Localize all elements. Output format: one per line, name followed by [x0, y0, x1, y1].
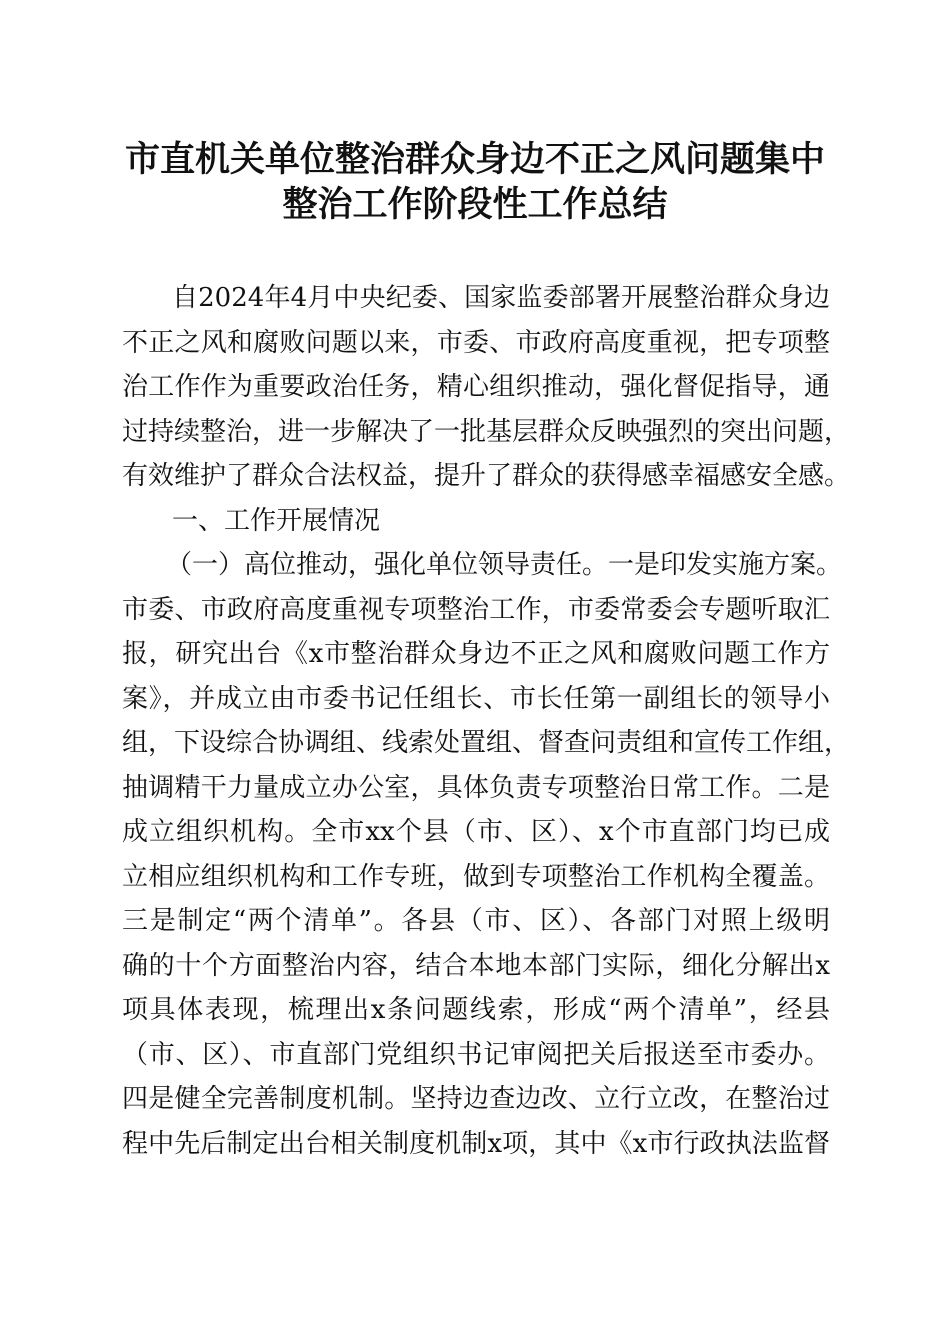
section-line: 项具体表现，梳理出x条问题线索，形成“两个清单”，经县 — [122, 995, 830, 1025]
section-line: 四是健全完善制度机制。坚持边查边改、立行立改，在整治过 — [122, 1084, 830, 1114]
document-body — [122, 276, 851, 1166]
document-title — [110, 137, 840, 227]
intro-line: 治工作作为重要政治任务，精心组织推动，强化督促指导，通 — [122, 372, 830, 402]
section-line: 立相应组织机构和工作专班，做到专项整治工作机构全覆盖。 — [122, 861, 830, 892]
section-line: （一）高位推动，强化单位领导责任。一是印发实施方案。 — [166, 550, 843, 580]
section-line: 组，下设综合协调组、线索处置组、督查问责组和宣传工作组， — [122, 728, 851, 758]
intro-line: 自2024年4月中央纪委、国家监委部署开展整治群众身边 — [172, 283, 830, 313]
section-line: 案》，并成立由市委书记任组长、市长任第一副组长的领导小 — [122, 683, 830, 714]
section-line: 市委、市政府高度重视专项整治工作，市委常委会专题听取汇 — [122, 594, 830, 625]
section-heading: 一、工作开展情况 — [172, 505, 381, 536]
section-line: 抽调精干力量成立办公室，具体负责专项整治日常工作。二是 — [122, 772, 830, 803]
intro-line: 有效维护了群众合法权益，提升了群众的获得感幸福感安全感。 — [122, 461, 851, 491]
section-line: 三是制定“两个清单”。各县（市、区）、各部门对照上级明 — [122, 906, 830, 936]
section-line: （市、区）、市直部门党组织书记审阅把关后报送至市委办。 — [122, 1039, 830, 1070]
section-line: 程中先后制定出台相关制度机制x项，其中《x市行政执法监督 — [122, 1128, 830, 1159]
intro-line: 不正之风和腐败问题以来，市委、市政府高度重视，把专项整 — [122, 327, 830, 358]
intro-line: 过持续整治，进一步解决了一批基层群众反映强烈的突出问题， — [122, 416, 851, 447]
title-line-2: 整治工作阶段性工作总结 — [282, 184, 668, 225]
title-line-1: 市直机关单位整治群众身边不正之风问题集中 — [124, 139, 825, 180]
section-line: 确的十个方面整治内容，结合本地本部门实际，细化分解出x — [122, 950, 830, 981]
section-line: 报，研究出台《x市整治群众身边不正之风和腐败问题工作方 — [122, 639, 830, 669]
section-line: 成立组织机构。全市xx个县（市、区）、x个市直部门均已成 — [122, 817, 830, 847]
